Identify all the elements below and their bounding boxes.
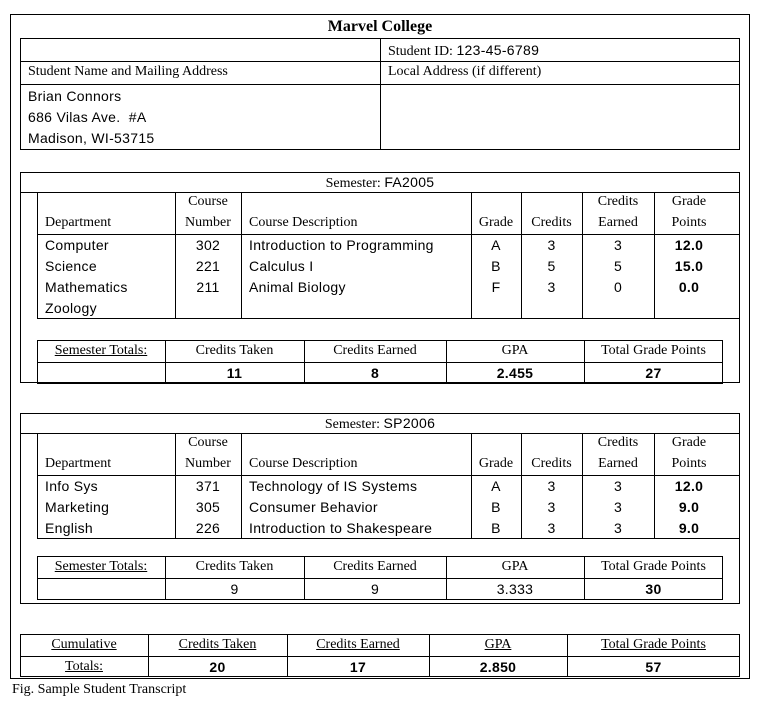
- course-description-cell: Animal Biology: [249, 279, 346, 295]
- course-table-column-divider: [654, 192, 655, 319]
- course-table: [37, 192, 740, 319]
- cumulative-credits-taken-label: Credits Taken: [178, 637, 257, 652]
- course-number-cell: 226: [195, 520, 221, 536]
- semester-term: SP2006: [383, 415, 436, 431]
- credits-cell: 3: [547, 520, 556, 536]
- credits-cell: 3: [547, 237, 556, 253]
- credits-earned-label: Credits Earned: [333, 343, 417, 358]
- grade-points-cell: 0.0: [678, 279, 700, 295]
- credits-taken-value: 9: [230, 581, 239, 597]
- course-description-cell: Introduction to Programming: [249, 237, 434, 253]
- department-cell: Computer: [45, 237, 109, 253]
- cumulative-total-points-label: Total Grade Points: [601, 637, 706, 652]
- cumulative-label-1: Cumulative: [51, 637, 117, 652]
- header-grade-points-1: Grade: [671, 435, 707, 450]
- course-description-cell: Technology of IS Systems: [249, 478, 418, 494]
- credits-cell: 3: [547, 478, 556, 494]
- cumulative-gpa: 2.850: [479, 659, 517, 675]
- header-course: Course: [188, 194, 228, 209]
- total-grade-points-label: Total Grade Points: [601, 559, 706, 574]
- course-table-header-divider: [37, 234, 740, 235]
- credits-earned-cell: 5: [613, 258, 623, 274]
- course-table-header-divider: [37, 475, 740, 476]
- course-description-cell: Consumer Behavior: [249, 499, 378, 515]
- semester-totals-label: Semester Totals:: [54, 343, 148, 358]
- header-credits-earned-1: Credits: [597, 194, 639, 209]
- course-table-column-divider: [521, 192, 522, 319]
- header-course: Course: [188, 435, 228, 450]
- credits-taken-label: Credits Taken: [195, 343, 274, 358]
- grade-points-cell: 12.0: [674, 478, 704, 494]
- credits-cell: 3: [547, 499, 556, 515]
- college-name: Marvel College: [327, 18, 433, 35]
- name-address-label: Student Name and Mailing Address: [28, 64, 228, 79]
- student-info-vdivider: [380, 38, 381, 150]
- grade-points-cell: 9.0: [678, 499, 700, 515]
- total-grade-points-label: Total Grade Points: [601, 343, 706, 358]
- grade-points-cell: 9.0: [678, 520, 700, 536]
- grade-cell: B: [491, 520, 501, 536]
- course-number-cell: 371: [195, 478, 221, 494]
- header-credits-earned-1: Credits: [597, 435, 639, 450]
- header-description: Course Description: [249, 215, 358, 230]
- grade-cell: F: [491, 279, 501, 295]
- header-department: Department: [45, 215, 112, 230]
- course-table-column-divider: [582, 192, 583, 319]
- address-line-2: Madison, WI-53715: [28, 130, 155, 146]
- semester-term: FA2005: [384, 174, 435, 190]
- grade-points-cell: 15.0: [674, 258, 704, 274]
- header-grade-points-2: Points: [671, 456, 707, 471]
- course-number-cell: 211: [196, 279, 220, 295]
- total-grade-points-value: 27: [645, 365, 662, 381]
- total-grade-points-value: 30: [645, 581, 662, 597]
- figure-caption: Fig. Sample Student Transcript: [12, 682, 187, 697]
- header-number: Number: [185, 456, 231, 471]
- credits-taken-value: 11: [226, 365, 243, 381]
- semester-header: [20, 415, 740, 433]
- credits-earned-cell: 3: [613, 499, 623, 515]
- header-grade-points-1: Grade: [671, 194, 707, 209]
- student-id: [388, 42, 539, 60]
- semester-label: Semester:: [324, 417, 381, 432]
- cumulative-divider: [20, 656, 740, 657]
- department-cell: English: [45, 520, 94, 536]
- department-cell: Mathematics: [45, 279, 128, 295]
- credits-earned-value: 8: [370, 365, 380, 381]
- header-credits-earned-2: Earned: [598, 215, 638, 230]
- semester-label: Semester:: [325, 176, 381, 191]
- credits-cell: 5: [547, 258, 556, 274]
- grade-cell: A: [491, 478, 501, 494]
- cumulative-label-2: Totals:: [65, 659, 103, 674]
- course-number-cell: 302: [195, 237, 221, 253]
- semester-totals-label: Semester Totals:: [54, 559, 148, 574]
- header-grade: Grade: [478, 456, 514, 471]
- course-description-cell: Calculus I: [249, 258, 314, 274]
- department-cell: Science: [45, 258, 97, 274]
- address-line-1: 686 Vilas Ave. #A: [28, 109, 147, 125]
- header-grade: Grade: [478, 215, 514, 230]
- credits-earned-cell: 3: [613, 237, 623, 253]
- cumulative-credits-earned-label: Credits Earned: [316, 637, 400, 652]
- course-number-cell: 221: [195, 258, 221, 274]
- cumulative-credits-taken: 20: [209, 659, 226, 675]
- grade-cell: B: [491, 258, 501, 274]
- header-credits-earned-2: Earned: [598, 456, 638, 471]
- grade-cell: B: [491, 499, 501, 515]
- department-cell: Zoology: [45, 300, 97, 316]
- gpa-label: GPA: [501, 343, 529, 358]
- student-id-label: Student ID:: [388, 44, 453, 59]
- header-description: Course Description: [249, 456, 358, 471]
- credits-earned-value: 9: [370, 581, 380, 597]
- course-table-column-divider: [241, 433, 242, 539]
- student-id-value: 123-45-6789: [456, 42, 540, 58]
- header-credits: Credits: [531, 215, 572, 230]
- header-number: Number: [185, 215, 231, 230]
- department-cell: Marketing: [45, 499, 110, 515]
- department-cell: Info Sys: [45, 478, 98, 494]
- credits-earned-cell: 3: [613, 520, 623, 536]
- header-credits: Credits: [531, 456, 572, 471]
- credits-earned-cell: 3: [613, 478, 623, 494]
- credits-earned-label: Credits Earned: [333, 559, 417, 574]
- gpa-value: 2.455: [496, 365, 534, 381]
- header-department: Department: [45, 456, 112, 471]
- cumulative-credits-earned: 17: [349, 659, 367, 675]
- course-table-column-divider: [471, 192, 472, 319]
- grade-cell: A: [491, 237, 501, 253]
- course-table-column-divider: [175, 192, 176, 319]
- course-table-column-divider: [241, 192, 242, 319]
- credits-earned-cell: 0: [613, 279, 623, 295]
- credits-taken-label: Credits Taken: [195, 559, 274, 574]
- credits-cell: 3: [547, 279, 556, 295]
- student-name: Brian Connors: [28, 88, 122, 104]
- gpa-label: GPA: [501, 559, 529, 574]
- gpa-value: 3.333: [496, 581, 534, 597]
- course-number-cell: 305: [195, 499, 221, 515]
- semester-header: [20, 174, 740, 192]
- course-description-cell: Introduction to Shakespeare: [249, 520, 433, 536]
- semester-totals-divider: [37, 578, 723, 579]
- local-address-label: Local Address (if different): [388, 64, 542, 79]
- cumulative-total-points: 57: [645, 659, 662, 675]
- cumulative-gpa-label: GPA: [484, 637, 512, 652]
- grade-points-cell: 12.0: [674, 237, 704, 253]
- header-grade-points-2: Points: [671, 215, 707, 230]
- semester-totals-divider: [37, 362, 723, 363]
